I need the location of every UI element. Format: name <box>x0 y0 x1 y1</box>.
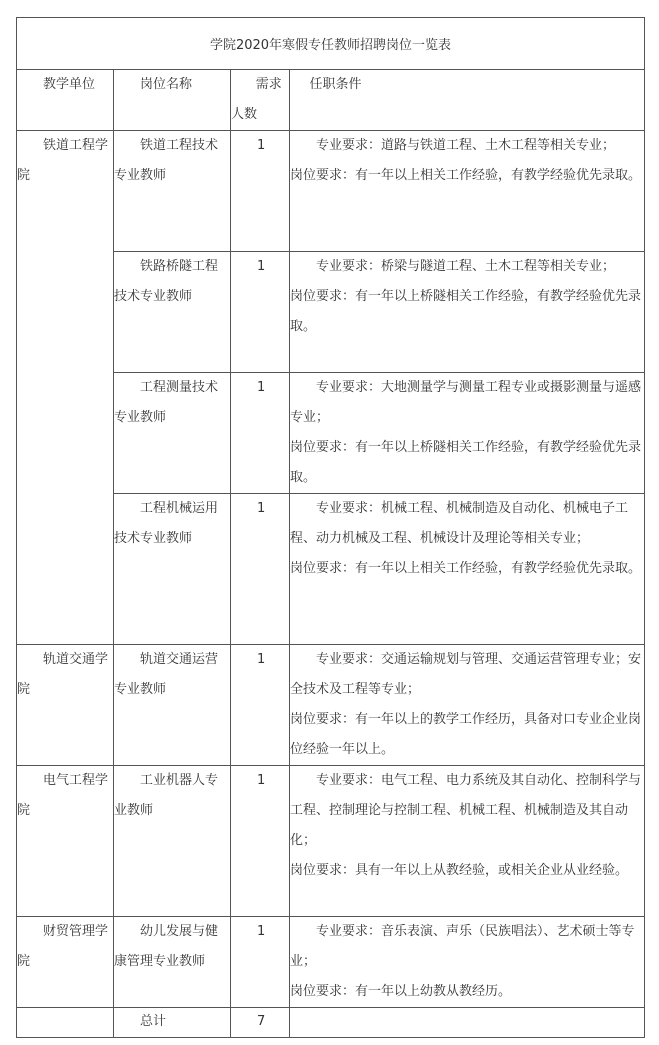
post-name-cell <box>114 131 231 252</box>
cell-text: 教学单位 <box>43 77 96 92</box>
table-title: 学院2020年寒假专任教师招聘岗位一览表 <box>17 18 645 70</box>
count-cell <box>231 766 290 917</box>
header-row <box>17 70 645 131</box>
table-row <box>17 766 645 917</box>
cell-text: 1 <box>257 501 266 516</box>
cell-text: 铁路桥隧工程技术专业教师 <box>114 259 219 304</box>
cell-text: 工程机械运用技术专业教师 <box>114 501 219 546</box>
cell-text: 任职条件 <box>309 77 362 92</box>
cell-text: 需求人数 <box>231 77 282 122</box>
count-cell <box>231 131 290 252</box>
total-label-cell <box>114 1008 231 1038</box>
cell-text: 工业机器人专业教师 <box>114 773 219 818</box>
cell-text: 岗位要求：有一年以上幼教从教经历。 <box>290 984 512 999</box>
count-cell <box>231 645 290 766</box>
cell-text: 1 <box>257 380 266 395</box>
cell-text: 专业要求：大地测量学与测量工程专业或摄影测量与遥感专业； <box>290 380 642 425</box>
total-row <box>17 1008 645 1038</box>
recruitment-table <box>16 17 645 1038</box>
conditions-cell <box>290 252 645 373</box>
cell-text: 铁道工程学院 <box>17 138 109 183</box>
cell-text: 岗位要求：有一年以上的教学工作经历，具备对口专业企业岗位经验一年以上。 <box>290 712 642 757</box>
cell-text: 1 <box>257 138 266 153</box>
cell-text: 专业要求：电气工程、电力系统及其自动化、控制科学与工程、控制理论与控制工程、机械工程、机械制造及其自动化； <box>290 773 642 848</box>
header-conditions <box>290 70 645 131</box>
cell-text: 专业要求：音乐表演、声乐（民族唱法）、艺术硕士等专业； <box>290 924 635 969</box>
header-post <box>114 70 231 131</box>
conditions-cell <box>290 645 645 766</box>
total-empty-cell <box>17 1008 114 1038</box>
total-empty-cell <box>290 1008 645 1038</box>
header-count <box>231 70 290 131</box>
conditions-cell <box>290 131 645 252</box>
post-name-cell <box>114 917 231 1008</box>
cell-text: 7 <box>257 1014 266 1029</box>
total-value-cell <box>231 1008 290 1038</box>
post-name-cell <box>114 645 231 766</box>
cell-text: 电气工程学院 <box>17 773 109 818</box>
cell-text: 1 <box>257 773 266 788</box>
conditions-cell <box>290 373 645 494</box>
post-name-cell <box>114 373 231 494</box>
cell-text: 财贸管理学院 <box>17 924 109 969</box>
unit-cell <box>17 766 114 917</box>
header-unit <box>17 70 114 131</box>
conditions-cell <box>290 766 645 917</box>
cell-text: 总计 <box>140 1014 167 1029</box>
cell-text: 1 <box>257 924 266 939</box>
cell-text: 轨道交通运营专业教师 <box>114 652 219 697</box>
post-name-cell <box>114 252 231 373</box>
cell-text: 岗位要求：有一年以上桥隧相关工作经验，有教学经验优先录取。 <box>290 440 642 485</box>
unit-cell <box>17 645 114 766</box>
table-row <box>17 131 645 252</box>
count-cell <box>231 917 290 1008</box>
count-cell <box>231 252 290 373</box>
cell-text: 幼儿发展与健康管理专业教师 <box>114 924 219 969</box>
cell-text: 1 <box>257 259 266 274</box>
cell-text: 岗位要求：具有一年以上从教经验，或相关企业从业经验。 <box>290 863 629 878</box>
cell-text: 岗位名称 <box>140 77 193 92</box>
cell-text: 专业要求：桥梁与隧道工程、土木工程等相关专业； <box>316 259 616 274</box>
table-row <box>17 645 645 766</box>
cell-text: 工程测量技术专业教师 <box>114 380 219 425</box>
conditions-cell <box>290 917 645 1008</box>
count-cell <box>231 373 290 494</box>
unit-cell <box>17 131 114 645</box>
cell-text: 专业要求：道路与铁道工程、土木工程等相关专业； <box>316 138 616 153</box>
cell-text: 1 <box>257 652 266 667</box>
cell-text: 铁道工程技术专业教师 <box>114 138 219 183</box>
conditions-cell <box>290 494 645 645</box>
post-name-cell <box>114 766 231 917</box>
title-row <box>17 18 645 70</box>
cell-text: 专业要求：交通运输规划与管理、交通运营管理专业；安全技术及工程等专业； <box>290 652 642 697</box>
count-cell <box>231 494 290 645</box>
cell-text: 岗位要求：有一年以上桥隧相关工作经验，有教学经验优先录取。 <box>290 289 642 334</box>
unit-cell <box>17 917 114 1008</box>
cell-text: 岗位要求：有一年以上相关工作经验，有教学经验优先录取。 <box>290 168 642 183</box>
cell-text: 轨道交通学院 <box>17 652 109 697</box>
cell-text: 岗位要求：有一年以上相关工作经验，有教学经验优先录取。 <box>290 561 642 576</box>
post-name-cell <box>114 494 231 645</box>
table-row <box>17 917 645 1008</box>
cell-text: 专业要求：机械工程、机械制造及自动化、机械电子工程、动力机械及工程、机械设计及理论等相关专业； <box>290 501 629 546</box>
